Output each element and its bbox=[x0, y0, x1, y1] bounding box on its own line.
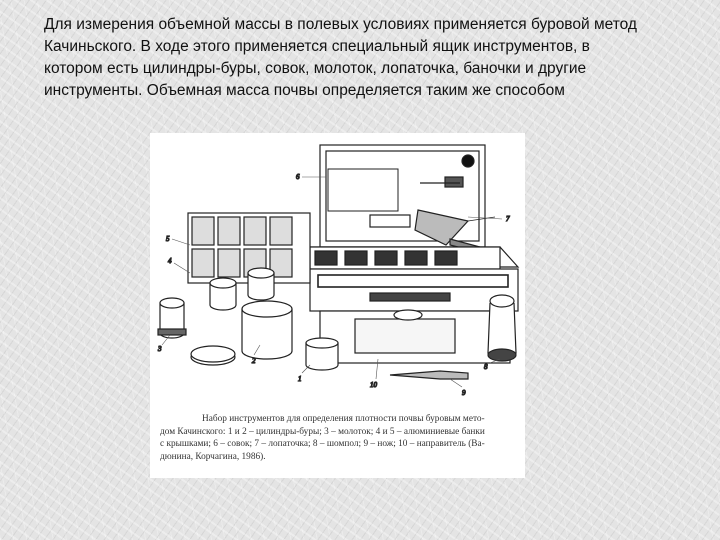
case-body bbox=[310, 247, 518, 363]
callout-8: 8 bbox=[484, 363, 488, 371]
instrument-kit-illustration bbox=[150, 133, 525, 413]
caption-line: с крышками; 6 – совок; 7 – лопаточка; 8 – шомпол; 9 – нож; 10 – направитель (Ва- bbox=[160, 439, 485, 449]
figure-panel bbox=[150, 133, 525, 478]
paragraph-line: Качиньского. В ходе этого применяется специальный ящик инструментов, в bbox=[44, 38, 590, 55]
callout-7: 7 bbox=[506, 215, 510, 223]
paragraph-line: Для измерения объемной массы в полевых условиях применяется буровой метод bbox=[44, 16, 637, 33]
knife bbox=[390, 371, 468, 379]
callout-5: 5 bbox=[166, 235, 170, 243]
callout-10: 10 bbox=[370, 381, 377, 389]
caption-line: дюнина, Корчагина, 1986). bbox=[160, 451, 266, 462]
callout-9: 9 bbox=[462, 389, 466, 397]
figure-caption bbox=[160, 413, 518, 463]
caption-line: Набор инструментов для определения плотности почвы буровым мето- bbox=[202, 414, 485, 424]
callout-6: 6 bbox=[296, 173, 300, 181]
rammer bbox=[488, 295, 516, 361]
callout-2: 2 bbox=[252, 357, 256, 365]
callout-3: 3 bbox=[158, 345, 162, 353]
paragraph-line: инструменты. Объемная масса почвы определяется таким же способом bbox=[44, 82, 565, 99]
caption-line: дом Качинского: 1 и 2 – цилиндры-буры; 3 – молоток; 4 и 5 – алюминиевые банки bbox=[160, 426, 485, 437]
body-paragraph bbox=[44, 14, 704, 102]
paragraph-line: котором есть цилиндры-буры, совок, молоток, лопаточка, баночки и другие bbox=[44, 60, 587, 77]
case-lid bbox=[320, 145, 485, 247]
callout-4: 4 bbox=[168, 257, 172, 265]
callout-1: 1 bbox=[298, 375, 302, 383]
hammer bbox=[158, 298, 186, 338]
